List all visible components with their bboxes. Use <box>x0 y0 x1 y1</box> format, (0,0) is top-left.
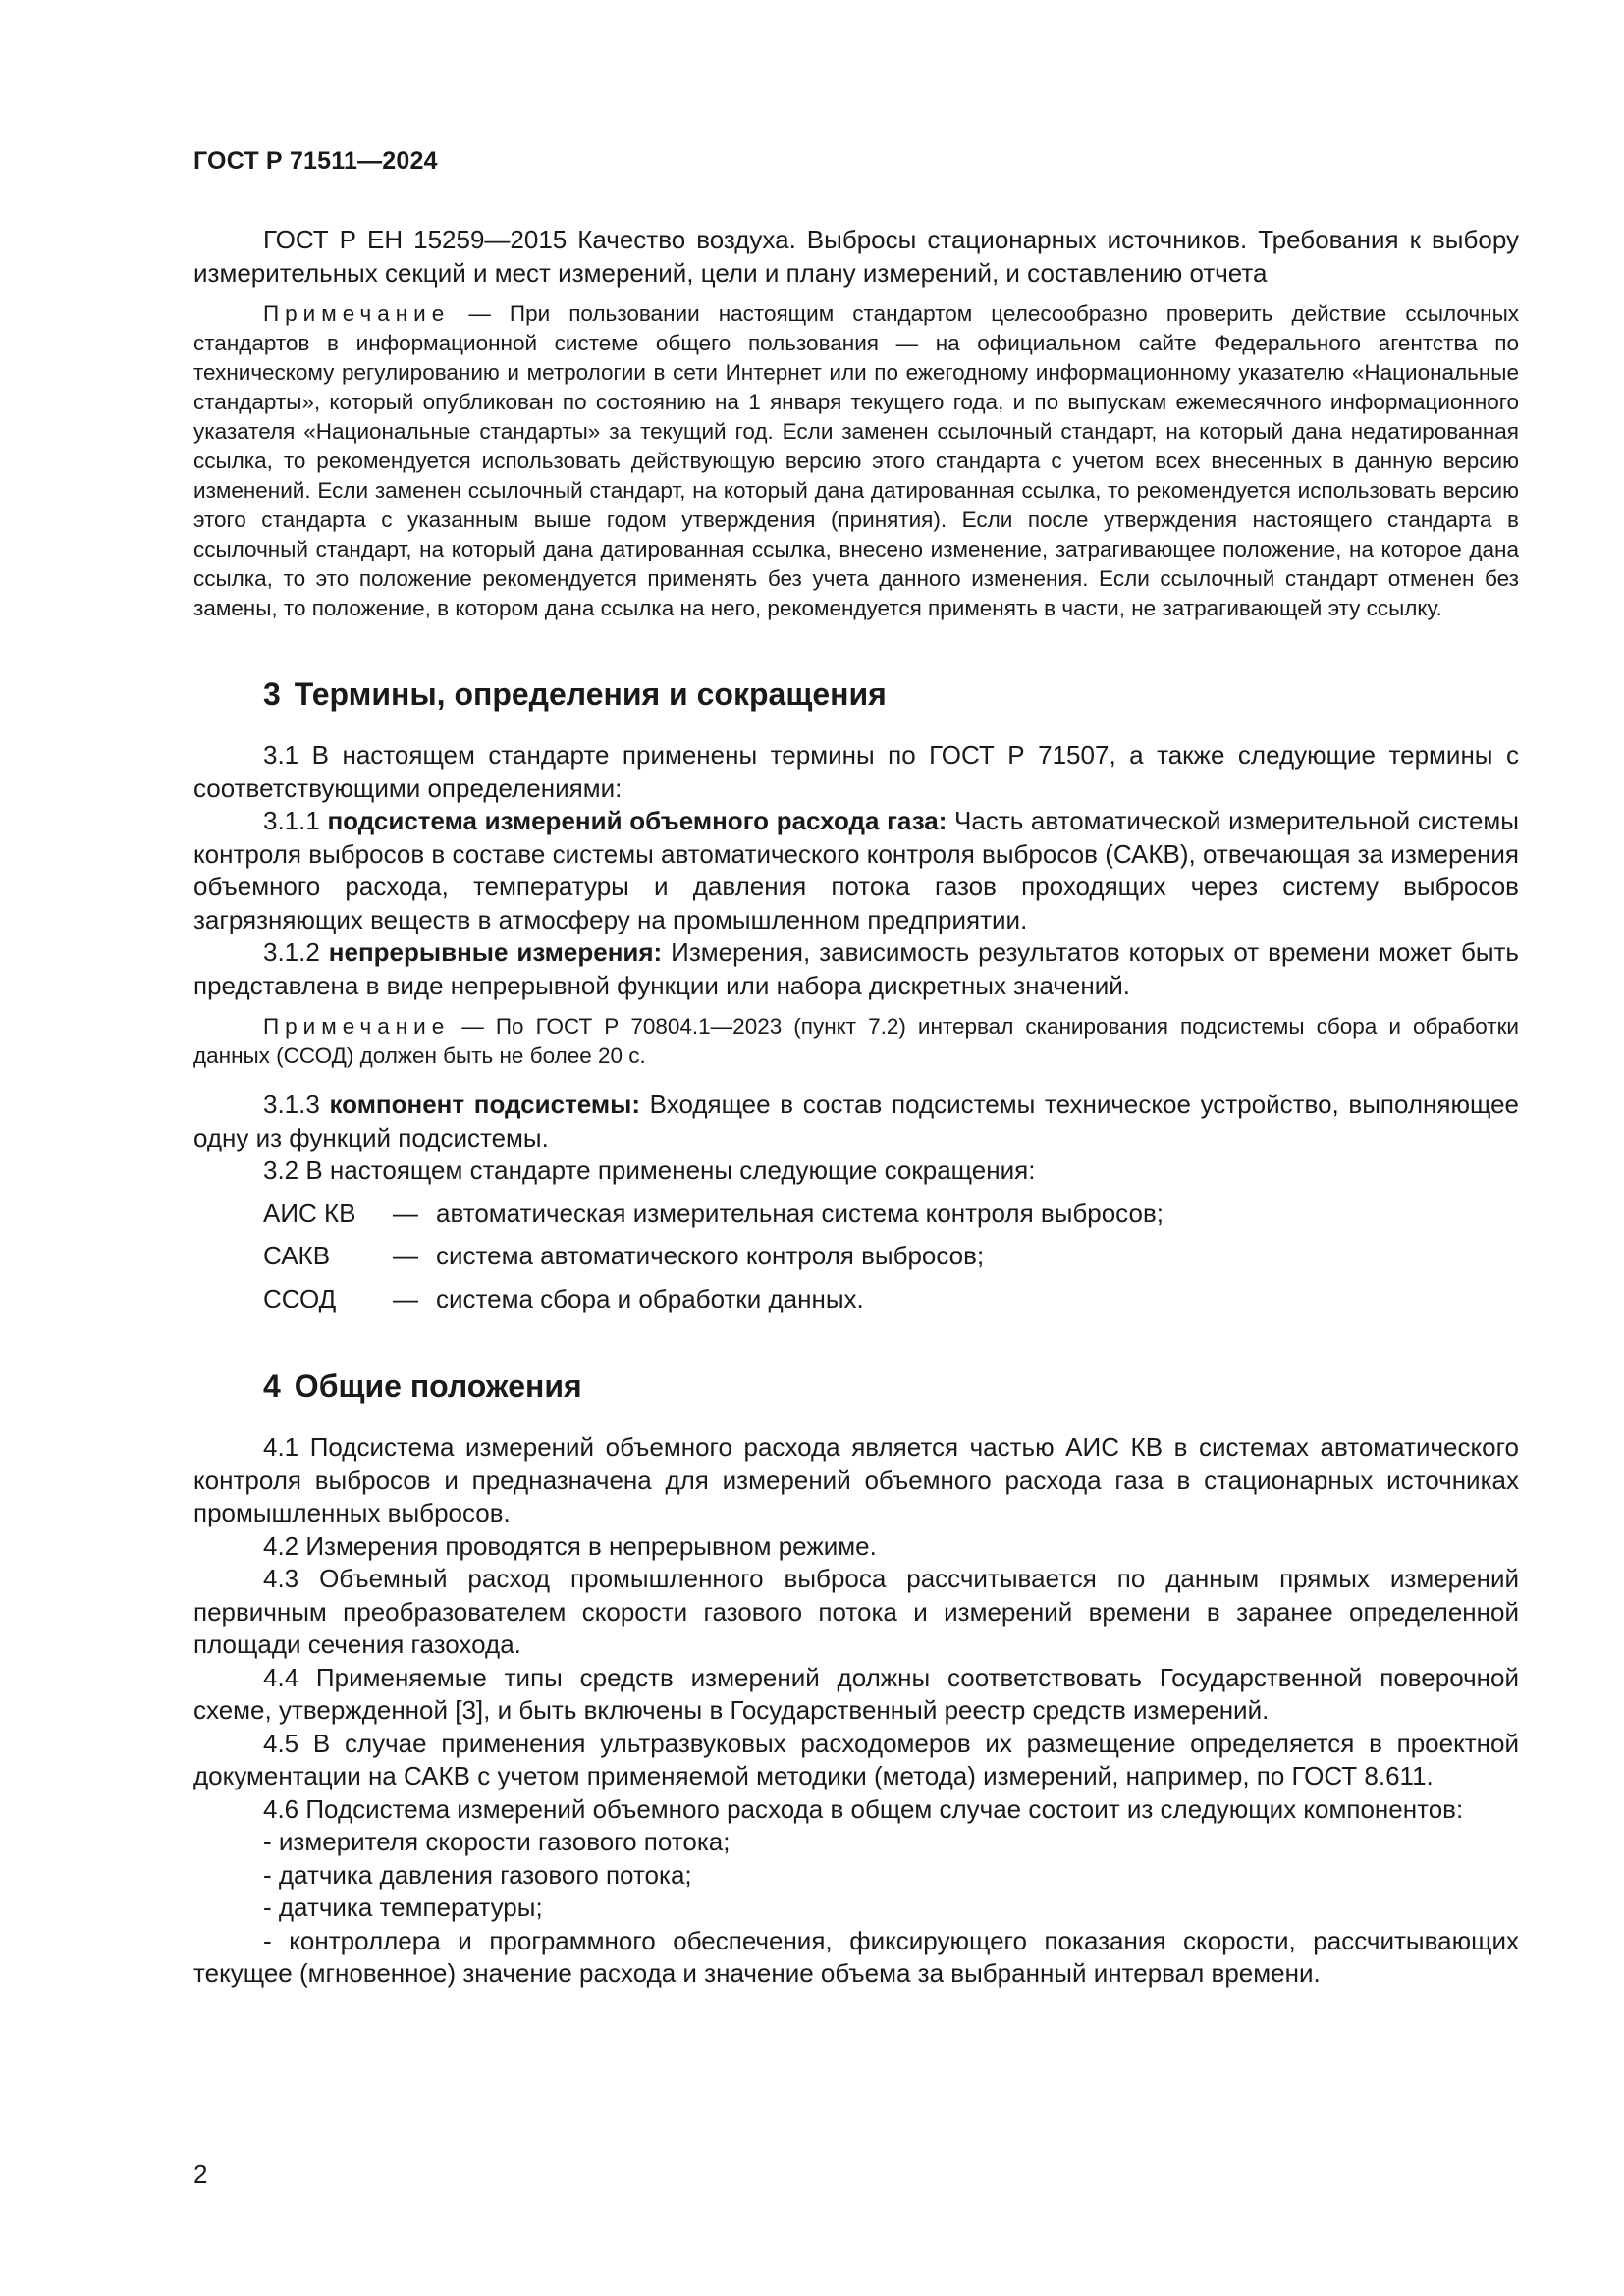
abbreviation-text: система автоматического контроля выбросов; <box>436 1241 985 1270</box>
term-3-1-2 <box>193 936 1519 1002</box>
clause-4-1: 4.1 Подсистема измерений объемного расхода является частью АИС КВ в системах автоматического контроля выбросов и предназначена для измерений объемного расхода газа в стационарных источниках промышленных выбросов. <box>193 1432 1519 1527</box>
abbreviation-dash: — <box>393 1241 418 1270</box>
abbreviation-dash: — <box>393 1283 418 1313</box>
page-number: 2 <box>193 2160 208 2189</box>
document-code-header: ГОСТ Р 71511—2024 <box>193 147 438 175</box>
note-text: — При пользовании настоящим стандартом целесообразно проверить действие ссылочных стандартов в информационной системе общего пользования — на официальном сайте Федерального агентства по техническому регулированию и метрологии в сети Интернет или по ежегодному информационному указателю «Национальные стандарты», который опубликован по состоянию на 1 января текущего года, и по выпускам ежемесячного информационного указателя «Национальные стандарты» за текущий год. Если заменен ссылочный стандарт, на который дана недатированная ссылка, то рекомендуется использовать действующую версию этого стандарта с учетом всех внесенных в данную версию изменений. Если заменен ссылочный стандарт, на который дана датированная ссылка, то рекомендуется использовать версию этого стандарта с указанным выше годом утверждения (принятия). Если после утверждения настоящего стандарта в ссылочный стандарт, на который дана датированная ссылка, внесено изменение, затрагивающее положение, на которое дана ссылка, то это положение рекомендуется применять без учета данного изменения. Если ссылочный стандарт отменен без замены, то положение, в котором дана ссылка на него, рекомендуется применять в части, не затрагивающей эту ссылку. <box>193 301 1519 620</box>
clause-4-5: 4.5 В случае применения ультразвуковых расходомеров их размещение определяется в проектной документации на САКВ с учетом применяемой методики (метода) измерений, например, по ГОСТ 8.611. <box>193 1728 1519 1790</box>
abbreviation-dash: — <box>393 1198 418 1228</box>
note-label: Примечание <box>263 1014 451 1039</box>
clause-4-6: 4.6 Подсистема измерений объемного расхода в общем случае состоит из следующих компонентов: <box>263 1793 1464 1824</box>
reference-entry: ГОСТ Р ЕН 15259—2015 Качество воздуха. Выбросы стационарных источников. Требования к выбору измерительных секций и мест измерений, цели и плану измерений, и составлению отчета <box>193 225 1519 288</box>
list-item: - датчика температуры; <box>263 1893 543 1922</box>
abbreviation-row <box>263 1283 1519 1316</box>
section-heading-4 <box>263 1366 1519 1406</box>
note-text: — По ГОСТ Р 70804.1—2023 (пункт 7.2) интервал сканирования подсистемы сбора и обработки данных (ССОД) должен быть не более 20 с. <box>193 1014 1519 1068</box>
term-name: непрерывные измерения: <box>328 937 663 967</box>
page-content <box>193 224 1519 1991</box>
list-item: - измерителя скорости газового потока; <box>263 1827 731 1856</box>
abbreviation-row <box>263 1240 1519 1273</box>
term-number: 3.1.1 <box>263 806 328 835</box>
note-references <box>193 299 1519 623</box>
abbreviation-text: система сбора и обработки данных. <box>436 1283 864 1313</box>
abbreviation-row <box>263 1198 1519 1231</box>
term-name: подсистема измерений объемного расхода газа: <box>327 806 947 835</box>
term-3-1-1 <box>193 805 1519 936</box>
abbreviation-code: АИС КВ <box>263 1198 356 1228</box>
term-number: 3.1.3 <box>263 1090 330 1119</box>
abbreviation-code: САКВ <box>263 1241 331 1270</box>
clause-3-1: 3.1 В настоящем стандарте применены термины по ГОСТ Р 71507, а также следующие термины с соответствующими определениями: <box>193 740 1519 803</box>
clause-3-2: 3.2 В настоящем стандарте применены следующие сокращения: <box>263 1155 1036 1185</box>
section-title: Общие положения <box>294 1368 582 1404</box>
section-title: Термины, определения и сокращения <box>294 676 887 712</box>
note-label: Примечание <box>263 301 451 326</box>
section-number: 4 <box>263 1368 281 1404</box>
term-definition: Входящее в состав подсистемы техническое устройство, выполняющее одну из функций подсистемы. <box>193 1090 1520 1152</box>
clause-4-2: 4.2 Измерения проводятся в непрерывном режиме. <box>263 1530 877 1561</box>
section-number: 3 <box>263 676 281 712</box>
term-3-1-3 <box>193 1089 1519 1154</box>
list-item: - контроллера и программного обеспечения, фиксирующего показания скорости, рассчитывающих текущее (мгновенное) значение расхода и значение объема за выбранный интервал времени. <box>193 1925 1519 1988</box>
clause-4-4: 4.4 Применяемые типы средств измерений должны соответствовать Государственной поверочной схеме, утвержденной [3], и быть включены в Государственный реестр средств измерений. <box>193 1662 1519 1725</box>
note-scan-interval <box>193 1012 1519 1071</box>
clause-4-3: 4.3 Объемный расход промышленного выброса рассчитывается по данным прямых измерений первичным преобразователем скорости газового потока и измерений времени в заранее определенной площади сечения газохода. <box>193 1564 1519 1659</box>
abbreviation-text: автоматическая измерительная система контроля выбросов; <box>436 1198 1164 1228</box>
term-number: 3.1.2 <box>263 937 329 967</box>
term-name: компонент подсистемы: <box>329 1090 641 1119</box>
section-heading-3 <box>263 674 1519 714</box>
term-definition: Измерения, зависимость результатов которых от времени может быть представлена в виде непрерывной функции или набора дискретных значений. <box>193 937 1519 1000</box>
abbreviation-code: ССОД <box>263 1283 337 1313</box>
list-item: - датчика давления газового потока; <box>263 1859 692 1890</box>
term-definition: Часть автоматической измерительной системы контроля выбросов в составе системы автоматического контроля выбросов (САКВ), отвечающая за измерения объемного расхода, температуры и давления потока газов проходящих через систему выбросов загрязняющих веществ в атмосферу на промышленном предприятии. <box>193 806 1519 934</box>
